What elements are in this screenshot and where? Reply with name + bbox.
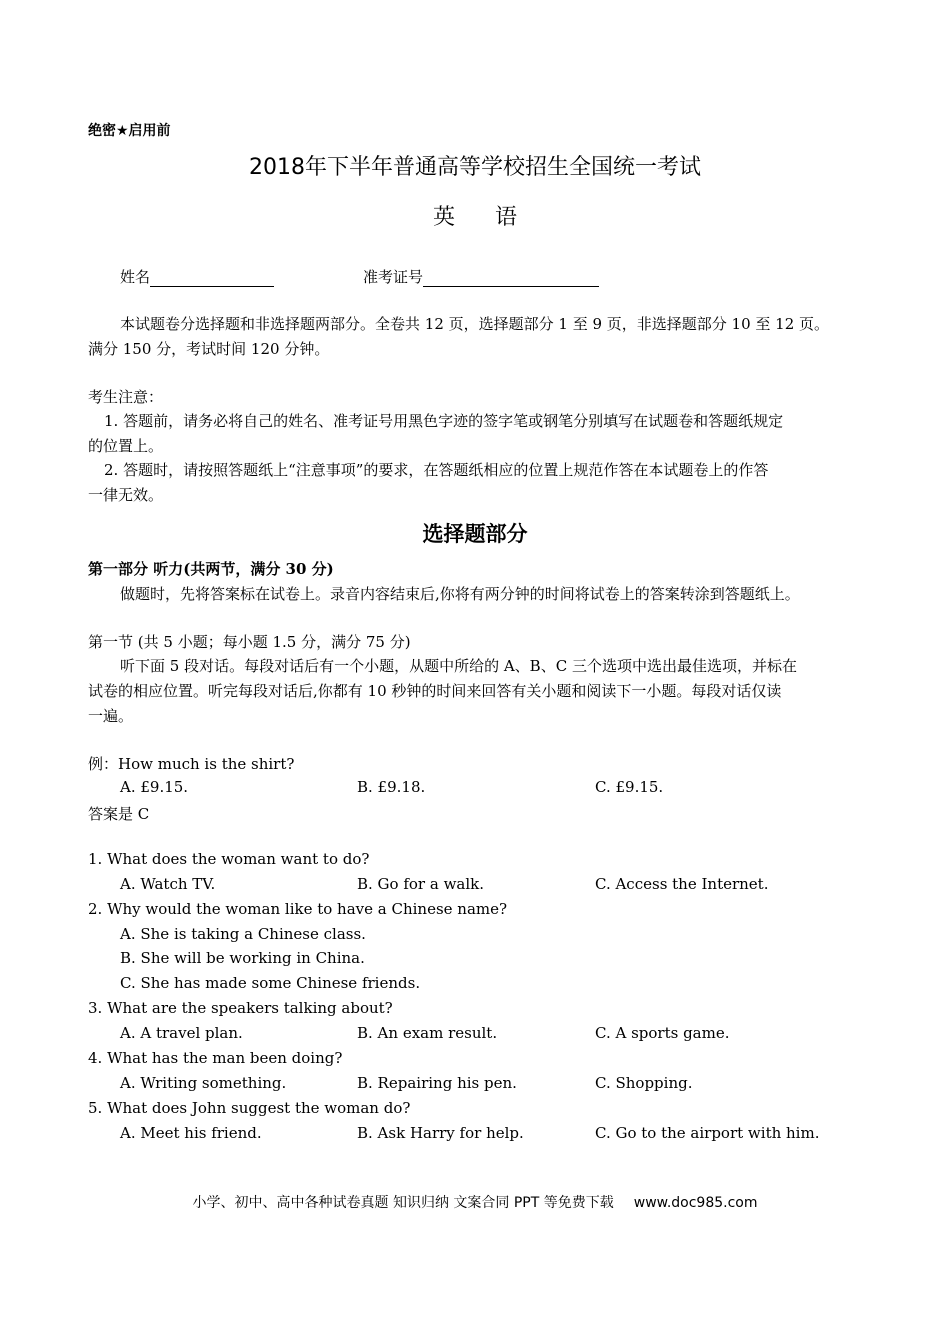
q3-option-a: A. A travel plan. [120,1024,243,1042]
question-3: 3. What are the speakers talking about? [88,999,393,1017]
subject-title [0,200,950,231]
q5-option-a: A. Meet his friend. [120,1124,262,1142]
section1-heading: 第一节 (共 5 小题；每小题 1.5 分，满分 75 分) [88,633,411,651]
name-field [120,266,274,287]
exam-id-field [363,266,599,287]
section1-instructions-3: 一遍。 [88,707,134,725]
name-blank[interactable] [150,270,274,287]
notice-item-1: 1. 答题前，请务必将自己的姓名、准考证号用黑色字迹的签字笔或钢笔分别填写在试题卷和答题纸规定 [104,412,784,430]
footer [0,1192,950,1212]
q5-option-b: B. Ask Harry for help. [357,1124,524,1142]
example-option-c: C. £9.15. [595,778,664,796]
notice-item-1-cont: 的位置上。 [88,437,164,455]
q2-option-b: B. She will be working in China. [120,949,365,967]
question-4: 4. What has the man been doing? [88,1049,343,1067]
q2-option-c: C. She has made some Chinese friends. [120,974,421,992]
notice-item-2-cont: 一律无效。 [88,486,164,504]
example-answer: 答案是 C [88,805,150,823]
exam-title: 2018年下半年普通高等学校招生全国统一考试 [249,155,701,180]
notice-heading: 考生注意： [88,388,164,406]
q5-option-c: C. Go to the airport with him. [595,1124,820,1142]
question-5: 5. What does John suggest the woman do? [88,1099,411,1117]
q1-option-b: B. Go for a walk. [357,875,485,893]
footer-text: 小学、初中、高中各种试卷真题 知识归纳 文案合同 PPT 等免费下载 [192,1195,614,1211]
example-option-a: A. £9.15. [120,778,189,796]
q4-option-c: C. Shopping. [595,1074,693,1092]
subject-char-2: 语 [495,205,518,230]
exam-id-blank[interactable] [423,270,599,287]
footer-site-link[interactable]: www.doc985.com [633,1195,758,1211]
example-question: 例：How much is the shirt? [88,755,295,773]
part1-heading: 第一部分 听力(共两节，满分 30 分) [88,560,334,578]
confidential-label: 绝密★启用前 [88,123,171,139]
q3-option-c: C. A sports game. [595,1024,730,1042]
intro-line-1: 本试题卷分选择题和非选择题两部分。全卷共 12 页，选择题部分 1 至 9 页，非选择题部分 10 至 12 页。 [120,315,830,333]
q1-option-c: C. Access the Internet. [595,875,769,893]
example-option-b: B. £9.18. [357,778,426,796]
section1-instructions-2: 试卷的相应位置。听完每段对话后,你都有 10 秒钟的时间来回答有关小题和阅读下一小题。每段对话仅读 [88,682,782,700]
section1-instructions-1: 听下面 5 段对话。每段对话后有一个小题，从题中所给的 A、B、C 三个选项中选出最佳选项，并标在 [120,657,797,675]
section-title: 选择题部分 [422,522,528,546]
exam-id-label: 准考证号 [363,268,424,286]
question-1: 1. What does the woman want to do? [88,850,370,868]
notice-item-2: 2. 答题时，请按照答题纸上“注意事项”的要求，在答题纸相应的位置上规范作答在本试题卷上的作答 [104,461,769,479]
q2-option-a: A. She is taking a Chinese class. [120,925,366,943]
question-2: 2. Why would the woman like to have a Chinese name? [88,900,508,918]
q3-option-b: B. An exam result. [357,1024,498,1042]
name-label: 姓名 [120,268,151,286]
q4-option-a: A. Writing something. [120,1074,287,1092]
q4-option-b: B. Repairing his pen. [357,1074,517,1092]
intro-line-2: 满分 150 分，考试时间 120 分钟。 [88,340,330,358]
q1-option-a: A. Watch TV. [120,875,216,893]
part1-instructions: 做题时，先将答案标在试卷上。录音内容结束后,你将有两分钟的时间将试卷上的答案转涂到答题纸上。 [120,585,800,603]
subject-char-1: 英 [432,205,455,230]
